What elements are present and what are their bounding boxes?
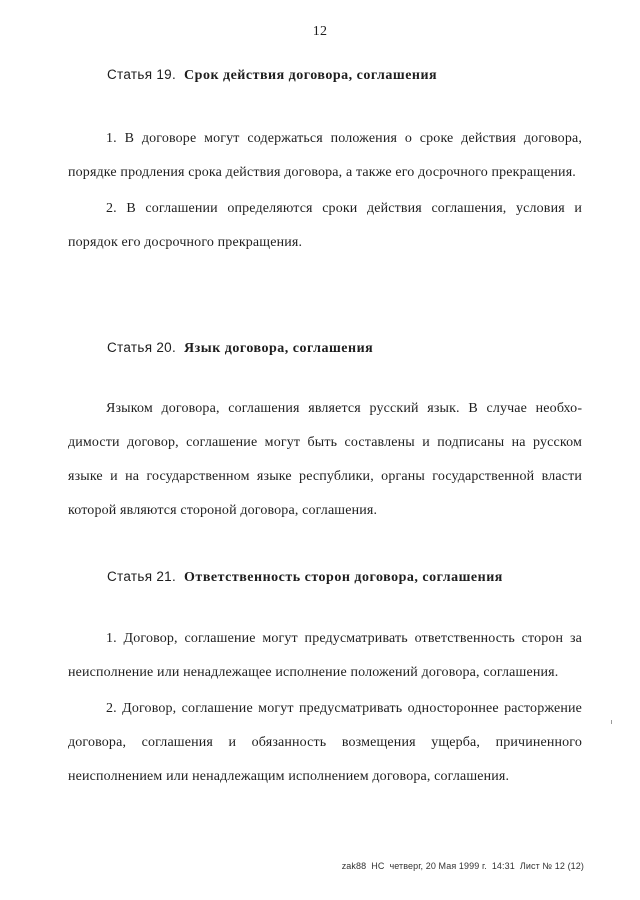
article-heading bbox=[68, 66, 582, 84]
paragraph: 2. Договор, соглашение могут предусматривать одностороннее расторжение договора, соглашения и обязанность возмещения ущерба, причиненного неисполнением или ненадлежащим исполнением договора, соглашения. bbox=[68, 701, 582, 784]
footer-time: 14:31 bbox=[491, 861, 515, 871]
article-title: Ответственность сторон договора, соглашения bbox=[184, 570, 503, 585]
article-heading bbox=[68, 568, 582, 586]
margin-mark bbox=[611, 720, 612, 724]
footer-sheet: Лист № 12 (12) bbox=[519, 861, 584, 871]
article-title: Срок действия договора, соглашения bbox=[184, 68, 438, 83]
article-title: Язык договора, соглашения bbox=[184, 341, 374, 356]
paragraph: 2. В соглашении определяются сроки действия соглашения, условия и порядок его досрочного прекращения. bbox=[68, 201, 582, 250]
article-number: Статья 20. bbox=[107, 340, 177, 355]
paragraph: 1. В договоре могут содержаться положения о сроке действия договора, порядке продления срока действия договора, а также его досрочного прекращения. bbox=[68, 131, 582, 180]
paragraph: 1. Договор, соглашение могут предусматривать ответственность сторон за неисполнение или ненадлежащее исполнение положений договора, соглашения. bbox=[68, 631, 582, 680]
article-heading bbox=[68, 339, 582, 357]
article-number: Статья 21. bbox=[107, 569, 177, 584]
page-footer bbox=[342, 861, 584, 871]
footer-file: zak88 bbox=[341, 861, 367, 871]
footer-code: НС bbox=[371, 861, 385, 871]
page-number: 12 bbox=[312, 24, 328, 39]
article-20 bbox=[68, 339, 582, 528]
paragraph: Языком договора, соглашения является русский язык. В случае необходимости договор, соглашение могут быть составлены и подписаны на русском языке и на государственном языке республики, органы государственной власти которой являются стороной договора, соглашения. bbox=[68, 401, 582, 518]
footer-date: четверг, 20 Мая 1999 г. bbox=[389, 861, 487, 871]
article-21 bbox=[68, 568, 582, 794]
article-body bbox=[68, 392, 582, 528]
article-19 bbox=[68, 66, 582, 260]
article-body bbox=[68, 622, 582, 794]
article-body bbox=[68, 122, 582, 260]
article-number: Статья 19. bbox=[107, 67, 177, 82]
